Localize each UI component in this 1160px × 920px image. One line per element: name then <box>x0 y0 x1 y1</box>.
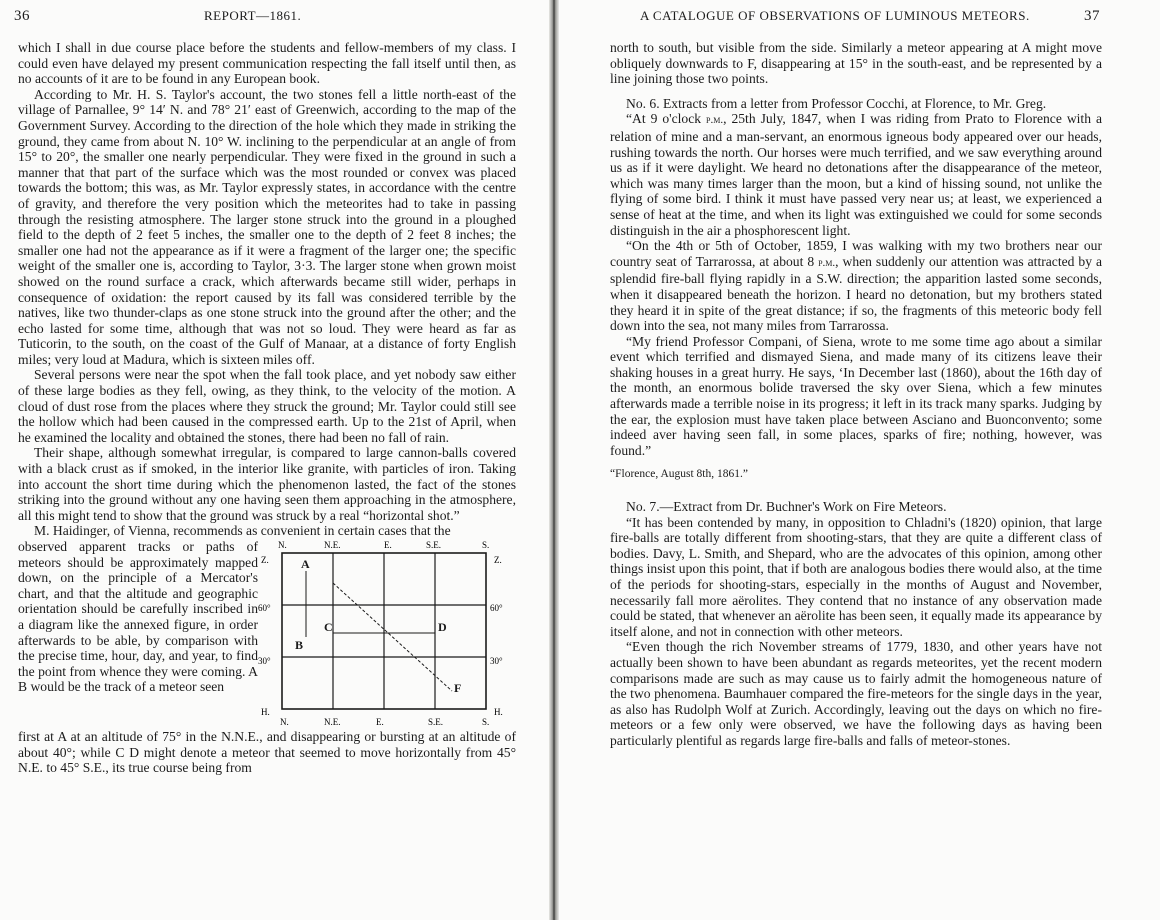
paragraph: Several persons were near the spot when the fall took place, and yet nobody saw either of these large bodies as they fell, owing, as they think, to the velocity of the motion. A cloud of dust rose from the places where they struck the ground; Mr. Taylor could still see the hollow which had been caused in the compressed earth. Up to the 21st of April, when he examined the locality and obtained the stones, there had been no fall of rain. <box>18 367 516 445</box>
section-heading: No. 6. Extracts from a letter from Professor Cocchi, at Florence, to Mr. Greg. <box>626 95 1047 111</box>
page-number-right: 37 <box>1084 8 1100 24</box>
fig-bottom-label: N.E. <box>324 717 341 727</box>
fig-right-label: Z. <box>494 555 502 565</box>
left-page <box>0 0 552 920</box>
paragraph: first at A at an altitude of 75° in the N.N.E., and disappearing or bursting at an altitude of about 40°; while C D might denote a meteor that seemed to move horizontally from 45° N.E. to 45° S.E., its true course being from <box>18 729 516 776</box>
fig-right-label: H. <box>494 707 503 717</box>
fig-left-label: Z. <box>261 555 269 565</box>
meteor-track-diagram <box>258 539 516 729</box>
fig-top-label: N.E. <box>324 540 341 550</box>
paragraph: M. Haidinger, of Vienna, recommends as convenient in certain cases that the <box>34 523 451 539</box>
point-c-label: C <box>324 620 333 634</box>
letter-signature: “Florence, August 8th, 1861.” <box>610 468 748 481</box>
fig-bottom-label: N. <box>280 717 289 727</box>
paragraph-beside-figure: observed apparent tracks or paths of meteors should be approximately mapped down, on the principle of a Mercator's chart, and that the altitude and geographic orientation should be carefully inscribed in a diagram like the annexed figure, in order afterwards to be able, by comparison with the precise time, hour, day, and year, to find the point from whence they were coming. A B would be the track of a meteor seen <box>18 539 258 695</box>
fig-left-label: 30° <box>258 656 271 666</box>
paragraph: which I shall in due course place before the students and fellow-members of my class. I could even have delayed my present communication respecting the fall itself until then, as no accounts of it are to be found in any European book. <box>18 40 516 87</box>
point-f-label: F <box>454 681 462 695</box>
point-b-label: B <box>295 638 304 652</box>
paragraph: “At 9 o'clock p.m., 25th July, 1847, when I was riding from Prato to Florence with a relation of mine and a man-servant, an enormous igneous body appeared over our heads, rushing towards the north. Our horses were much terrified, and we saw everything around us as if it were daylight. We heard no detonations after the disappearance of the meteor, which was many times larger than the moon, but a kind of hissing sound, not unlike the flying of some bird. I think it must have passed very near us; at least, we experienced a sense of heat at the time, and when its light was extinguished we could for some seconds distinguish in the air a phosphorescent light. <box>610 111 1102 238</box>
fig-left-label: H. <box>261 707 270 717</box>
fig-top-label: E. <box>384 540 392 550</box>
point-a-label: A <box>301 557 310 571</box>
right-page-body <box>610 40 1102 749</box>
fig-bottom-label: S. <box>482 717 490 727</box>
fig-bottom-label: E. <box>376 717 384 727</box>
running-head-right: A CATALOGUE OF OBSERVATIONS OF LUMINOUS METEORS. <box>640 8 1030 23</box>
paragraph: “My friend Professor Compani, of Siena, wrote to me some time ago about a similar event which terrified and dismayed Siena, and made many of its citizens leave their shaking houses in a great hurry. He says, ‘In December last (1860), about the 16th day of the month, an enormous bolide traversed the sky over Siena, which a few minutes afterwards made a terrible noise in its progress; it left in its track many sparks. Judging by the ear, the explosion must have taken place between Asciano and Buonconvento; some indeed aver having seen fall, in some places, sparks of fire; nothing, however, was found.” <box>610 333 1102 458</box>
fig-right-label: 30° <box>490 656 503 666</box>
right-page <box>560 0 1160 920</box>
fig-left-label: 60° <box>258 603 271 613</box>
point-d-label: D <box>438 620 447 634</box>
fig-top-label: N. <box>278 540 287 550</box>
page-number-left: 36 <box>14 8 30 24</box>
fig-top-label: S. <box>482 540 490 550</box>
paragraph: According to Mr. H. S. Taylor's account, the two stones fell a little north-east of the village of Parnallee, 9° 14′ N. and 78° 21′ east of Greenwich, according to the map of the Government Survey. According to the direction of the hole which they made in striking the ground, they came from about N. 10° W. inclining to the perpendicular at an angle of from 15° to 20°, the smaller one nearly perpendicular. They were fixed in the ground in such a manner that that part of the surface which was the most rounded or convex was placed towards the bottom; this was, as Mr. Taylor expressly states, in accordance with the centre of gravity, and therefore the very position which the meteorites had to take in passing through the resisting atmosphere. The larger stone struck into the ground in a ploughed field to the depth of 2 feet 5 inches, the smaller one to the depth of 2 feet 8 inches; the smaller one had not the appearance as if it were a fragment of the larger one; the specific weight of the smaller one is, according to Taylor, 3·3. The larger stone when grown moist showed on the round surface a crack, which afterwards became still wider, perhaps in consequence of oxidation: the report caused by its fall was considered terrible by the natives, like two thunder-claps as one stone struck into the ground after the other; and the echo lasted for some time, although that was not so loud. They were heard as far as Tuticorin, to the south, on the coast of the Gulf of Manaar, at a distance of forty English miles; very loud at Madura, which is sixteen miles off. <box>18 86 516 367</box>
track-af <box>333 583 452 691</box>
paragraph: “It has been contended by many, in opposition to Chladni's (1820) opinion, that large fire-balls are totally different from shooting-stars, that they are quite a different class of bodies. Davy, L. Smith, and Shepard, who are the advocates of this opinion, among other things insist upon this point, that if both are analogous bodies there would also, at the time of the periods for shooting-stars, especially in the months of August and November, necessarily fall more aërolites. They contend that no instance of any observation made could be stated, that whenever an aërolite has been seen, it equally made its appearance by itself alone, and not in connection with other meteors. <box>610 514 1102 639</box>
running-head-left: REPORT—1861. <box>204 8 302 23</box>
paragraph: “On the 4th or 5th of October, 1859, I was walking with my two brothers near our country seat of Tarrarossa, at about 8 p.m., when suddenly our attention was attracted by a splendid fire-ball flying rapidly in a S.W. direction; the apparition lasted some seconds, when it disappeared beneath the horizon. I heard no detonation, but my brothers stated they heard it in spite of the great distance; if so, the fragments of this meteoric body fell down into the sea, not many miles from Tarrarossa. <box>610 238 1102 334</box>
fig-bottom-label: S.E. <box>428 717 444 727</box>
fig-right-label: 60° <box>490 603 503 613</box>
fig-top-label: S.E. <box>426 540 442 550</box>
paragraph: north to south, but visible from the side. Similarly a meteor appearing at A might move obliquely downwards to F, disappearing at 15° in the south-east, and be represented by a line joining those two points. <box>610 40 1102 87</box>
paragraph: “Even though the rich November streams of 1779, 1830, and other years have not actually been shown to have been abundant as regards meteorites, yet the recent modern comparisons made are such as may cause us to fairly admit the homogeneous nature of the two phenomena. Baumhauer compared the fire-meteors for the single days in the year, as also has Rudolph Wolf at Zurich. Accordingly, leaving out the days on which no fire-meteors or a few only were observed, we have the following days as having been particularly plentiful as regards large fire-balls and falls of meteor-stones. <box>610 639 1102 748</box>
paragraph: Their shape, although somewhat irregular, is compared to large cannon-balls covered with a black crust as if smoked, in the interior like granite, with particles of iron. Taking into account the short time during which the phenomenon lasted, the fact of the stones striking into the ground without any one having seen them approaching in the atmosphere, all this might tend to show that the ground was struck by a real “horizontal shot.” <box>18 445 516 523</box>
left-page-body <box>18 40 516 776</box>
section-heading: No. 7.—Extract from Dr. Buchner's Work on Fire Meteors. <box>626 499 947 515</box>
